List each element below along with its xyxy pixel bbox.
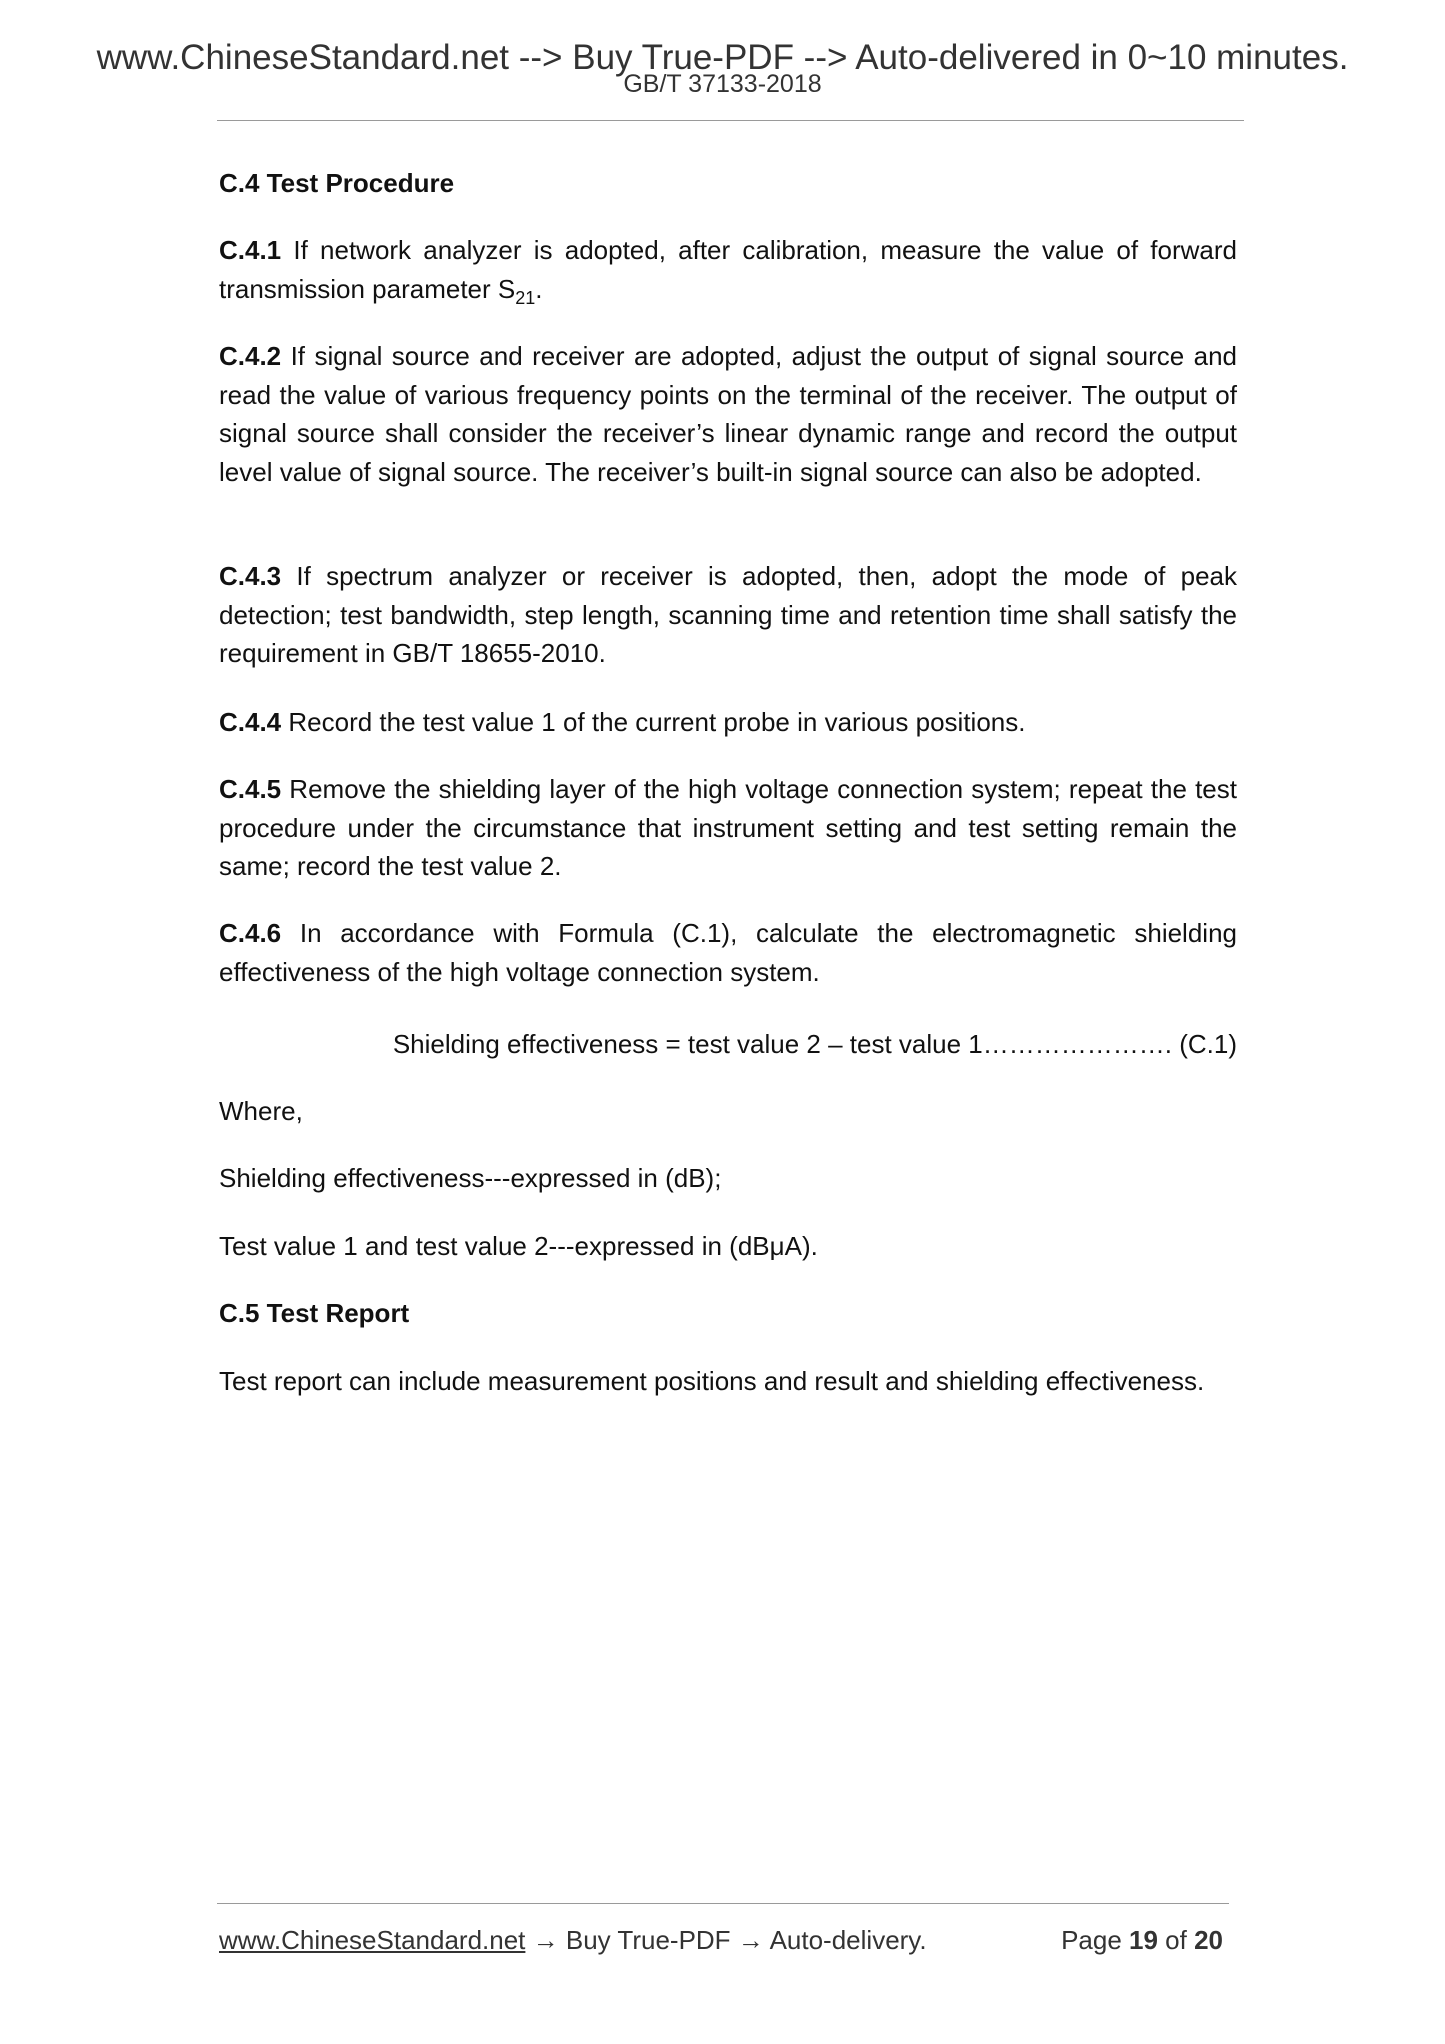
clause-c-4-4: [219, 703, 1237, 742]
clause-tail: .: [535, 273, 543, 304]
clause-text: If signal source and receiver are adopted, adjust the output of signal source and read the value of various frequency points on the terminal of the receiver. The output of signal source shall consider the receiver’s linear dynamic range and record the output level value of signal source. The receiver’s built-in signal source can also be adopted.: [219, 341, 1237, 487]
formula-c-1: Shielding effectiveness = test value 2 – test value 1…………………. (C.1): [392, 1029, 1237, 1059]
header-divider: [217, 120, 1244, 121]
clause-c-5-text: Test report can include measurement positions and result and shielding effectiveness.: [219, 1366, 1205, 1396]
total-page-count: 20: [1194, 1925, 1223, 1955]
clause-number: C.4.2: [219, 341, 282, 371]
section-heading-c4: C.4 Test Procedure: [219, 168, 455, 198]
clause-number: C.4.6: [219, 918, 282, 948]
clause-c-4-6: [219, 914, 1237, 991]
section-heading-c5: C.5 Test Report: [219, 1298, 410, 1328]
page-label: Page: [1061, 1925, 1130, 1955]
clause-text: If spectrum analyzer or receiver is adopted, then, adopt the mode of peak detection; test bandwidth, step length, scanning time and retention time shall satisfy the requirement in GB/T 18655-2010.: [219, 561, 1237, 668]
clause-number: C.4.4: [219, 707, 282, 737]
clause-number: C.4.3: [219, 561, 282, 591]
where-label: Where,: [219, 1096, 303, 1126]
clause-text: Record the test value 1 of the current probe in various positions.: [281, 707, 1026, 737]
footer-site-link[interactable]: www.ChineseStandard.net: [219, 1925, 526, 1955]
clause-c-4-3: [219, 557, 1237, 673]
clause-c-4-2: [219, 337, 1237, 491]
definition-test-values: Test value 1 and test value 2---expressed in (dBμA).: [219, 1231, 818, 1261]
footer-divider: [217, 1903, 1229, 1904]
clause-text: In accordance with Formula (C.1), calculate the electromagnetic shielding effectiveness of the high voltage connection system.: [219, 918, 1237, 987]
page-indicator: [1061, 1920, 1223, 1960]
current-page-number: 19: [1129, 1925, 1158, 1955]
footer-tagline: → Buy True-PDF → Auto-delivery.: [525, 1925, 927, 1955]
of-label: of: [1157, 1925, 1195, 1955]
clause-c-4-5: [219, 770, 1237, 886]
clause-c-4-1: [219, 231, 1237, 317]
document-code: GB/T 37133-2018: [623, 70, 822, 98]
footer-promo: [219, 1920, 927, 1960]
site-banner[interactable]: www.ChineseStandard.net --> Buy True-PDF --> Auto-delivered in 0~10 minutes.: [96, 38, 1349, 77]
clause-number: C.4.5: [219, 774, 282, 804]
clause-number: C.4.1: [219, 235, 282, 265]
clause-text: If network analyzer is adopted, after calibration, measure the value of forward transmission parameter S: [219, 235, 1237, 304]
definition-shielding-effectiveness: Shielding effectiveness---expressed in (dB);: [219, 1163, 722, 1193]
clause-text: Remove the shielding layer of the high voltage connection system; repeat the test procedure under the circumstance that instrument setting and test setting remain the same; record the test value 2.: [219, 774, 1237, 881]
subscript: 21: [515, 287, 536, 308]
page-footer: [219, 1920, 1229, 1960]
